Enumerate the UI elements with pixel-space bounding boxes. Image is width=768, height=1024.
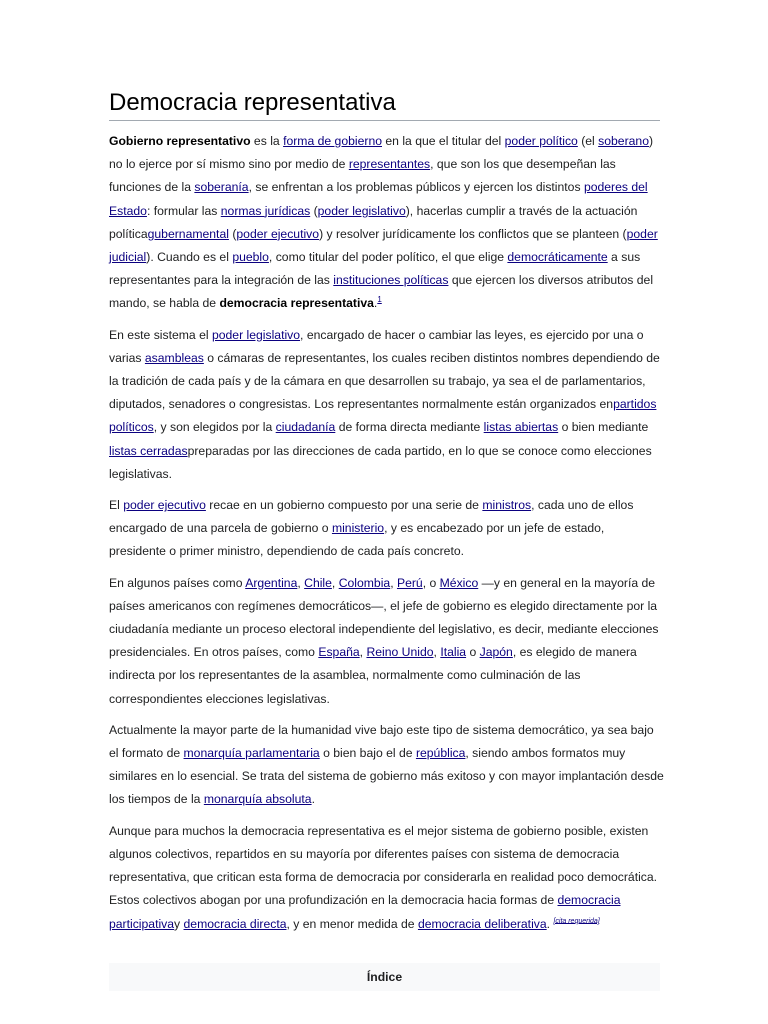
text-run: ), hacerlas cumplir a través de la actuación política [109,203,638,241]
text-run: , [390,575,397,590]
article-link[interactable]: poderes del Estado [109,180,648,218]
text-run: Actualmente la mayor parte de la humanidad vive bajo este tipo de sistema democrático, ya sea bajo el formato de [109,722,654,761]
article-link[interactable]: normas jurídicas [220,203,311,218]
article-link[interactable]: poder judicial [109,226,658,265]
article-link[interactable]: ciudadanía [275,420,336,435]
text-run: En algunos países como [109,575,246,590]
article-link[interactable]: Perú [396,575,423,590]
text-run: es la [250,134,284,148]
text-run: ) no lo ejerce por sí mismo sino por medio de [109,134,654,172]
text-run: , y es encabezado por un jefe de estado, presidente o primer ministro, dependiendo de cada país concreto. [109,521,605,559]
text-run: ( [310,203,318,218]
article-link[interactable]: Chile [304,575,332,590]
article-link[interactable]: poder legislativo [211,327,301,342]
reference-link[interactable]: 1 [377,295,382,305]
article-body [109,130,664,944]
table-of-contents [109,963,660,991]
text-run: ). Cuando es el [146,250,233,265]
article-link[interactable]: Argentina [245,575,298,590]
article-link[interactable]: ministerio [331,521,385,536]
superscript [377,295,381,304]
article-link[interactable]: poder ejecutivo [123,498,206,513]
bold-text: Gobierno representativo [109,134,251,148]
text-run: El [109,498,124,513]
article-link[interactable]: democracia participativa [109,893,621,931]
article-link[interactable]: soberanía [194,180,249,195]
text-run: , cada uno de ellos encargado de una parcela de gobierno o [109,498,634,536]
article-link[interactable]: Italia [440,645,467,660]
text-run: , [359,645,367,660]
text-run: ) y resolver jurídicamente los conflictos que se planteen ( [319,226,627,241]
text-run: , y en menor medida de [286,916,418,931]
text-run: en la que el titular del [382,134,505,148]
text-run: , [433,645,441,660]
text-run: o cámaras de representantes, los cuales reciben distintos nombres dependiendo de la tradición de cada país y de la cámara en que desarrollen su trabajo, ya sea el de parlamentarios, diputados, senadores o congresistas. Los representantes normalmente están organizados en [109,350,660,412]
article-link[interactable]: Colombia [338,575,391,590]
article-link[interactable]: gubernamental [147,226,229,241]
article-link[interactable]: forma de gobierno [283,134,382,148]
page-title: Democracia representativa [109,88,660,121]
text-run: que ejercen los diversos atributos del mando, se habla de [109,273,654,311]
article-link[interactable]: democracia deliberativa [417,916,547,931]
article-link[interactable]: Japón [479,645,513,660]
text-run: . [546,916,554,931]
text-run: . [311,792,315,807]
paragraph [109,572,664,711]
text-run: o bien bajo el de [319,746,416,761]
article-link[interactable]: pueblo [232,250,269,265]
paragraph [109,719,664,812]
text-run: (el [577,134,599,148]
text-run: Aunque para muchos la democracia representativa es el mejor sistema de gobierno posible, existen algunos colectivos, repartidos en su mayoría por diferentes países con sistema de democracia representativa, que critican esta forma de democracia por considerarla en realidad poco democrática. Estos colectivos abogan por una profundización en la democracia hacia formas de [109,823,658,908]
article-link[interactable]: poder legislativo [317,203,406,218]
text-run: , siendo ambos formatos muy similares en lo esencial. Se trata del sistema de gobierno más exitoso y con mayor implantación desde los tiempos de la [109,746,664,807]
bold-text: democracia representativa [219,296,374,311]
text-run: , [297,575,305,590]
text-run: , encargado de hacer o cambiar las leyes, es ejercido por una o varias [109,327,644,365]
text-run: , como titular del poder político, el que elige [268,250,508,265]
paragraph [109,820,664,936]
text-run: preparadas por las direcciones de cada partido, en lo que se conoce como elecciones legislativas. [109,443,652,481]
text-run: , es elegido de manera indirecta por los representantes de la asamblea, normalmente como culminación de las correspondientes elecciones legislativas. [109,645,637,706]
text-run: recae en un gobierno compuesto por una serie de [205,498,483,513]
article-link[interactable]: asambleas [144,350,204,365]
text-run: , o [422,575,440,590]
article-link[interactable]: listas cerradas [109,443,188,458]
article-link[interactable]: democráticamente [507,250,608,265]
paragraph [109,324,664,486]
article-link[interactable]: poder ejecutivo [236,226,320,241]
text-run: a sus representantes para la integración de las [109,250,641,288]
article-link[interactable]: instituciones políticas [333,273,449,288]
text-run: —y en general en la mayoría de países americanos con regímenes democráticos—, el jefe de gobierno es elegido directamente por la ciudadanía mediante un proceso electoral independiente del legislativo, es decir, mediante elecciones presidenciales. En otros países, como [109,575,659,660]
text-run: : formular las [146,203,221,218]
superscript [553,917,599,924]
article-link[interactable]: España [318,645,360,660]
article-link[interactable]: ministros [482,498,532,513]
article-link[interactable]: poder político [504,134,578,148]
article-link[interactable]: México [439,575,479,590]
text-run: o bien mediante [558,420,649,435]
text-run: ( [228,226,237,241]
article-link[interactable]: Reino Unido [366,645,434,660]
article-link[interactable]: representantes [348,157,431,172]
article-link[interactable]: partidos políticos [109,397,657,435]
text-run: , [331,575,339,590]
paragraph [109,130,664,316]
text-run: , que son los que desempeñan las funciones de la [109,157,616,195]
article-link[interactable]: democracia directa [183,916,287,931]
toc-title: Índice [366,970,403,984]
text-run: de forma directa mediante [335,420,484,435]
article-link[interactable]: monarquía parlamentaria [183,746,320,761]
paragraph [109,494,664,564]
text-run: y [174,916,184,931]
article-link[interactable]: república [415,746,466,761]
text-run: , y son elegidos por la [153,420,276,435]
article-link[interactable]: listas abiertas [483,420,559,435]
citation-needed-link[interactable]: [cita requerida] [553,917,600,925]
text-run: , se enfrentan a los problemas públicos y ejercen los distintos [248,180,584,195]
article-link[interactable]: soberano [598,134,649,148]
article-link[interactable]: monarquía absoluta [203,792,312,807]
text-run: o [466,645,480,660]
text-run: . [373,296,378,311]
text-run: En este sistema el [109,327,212,342]
